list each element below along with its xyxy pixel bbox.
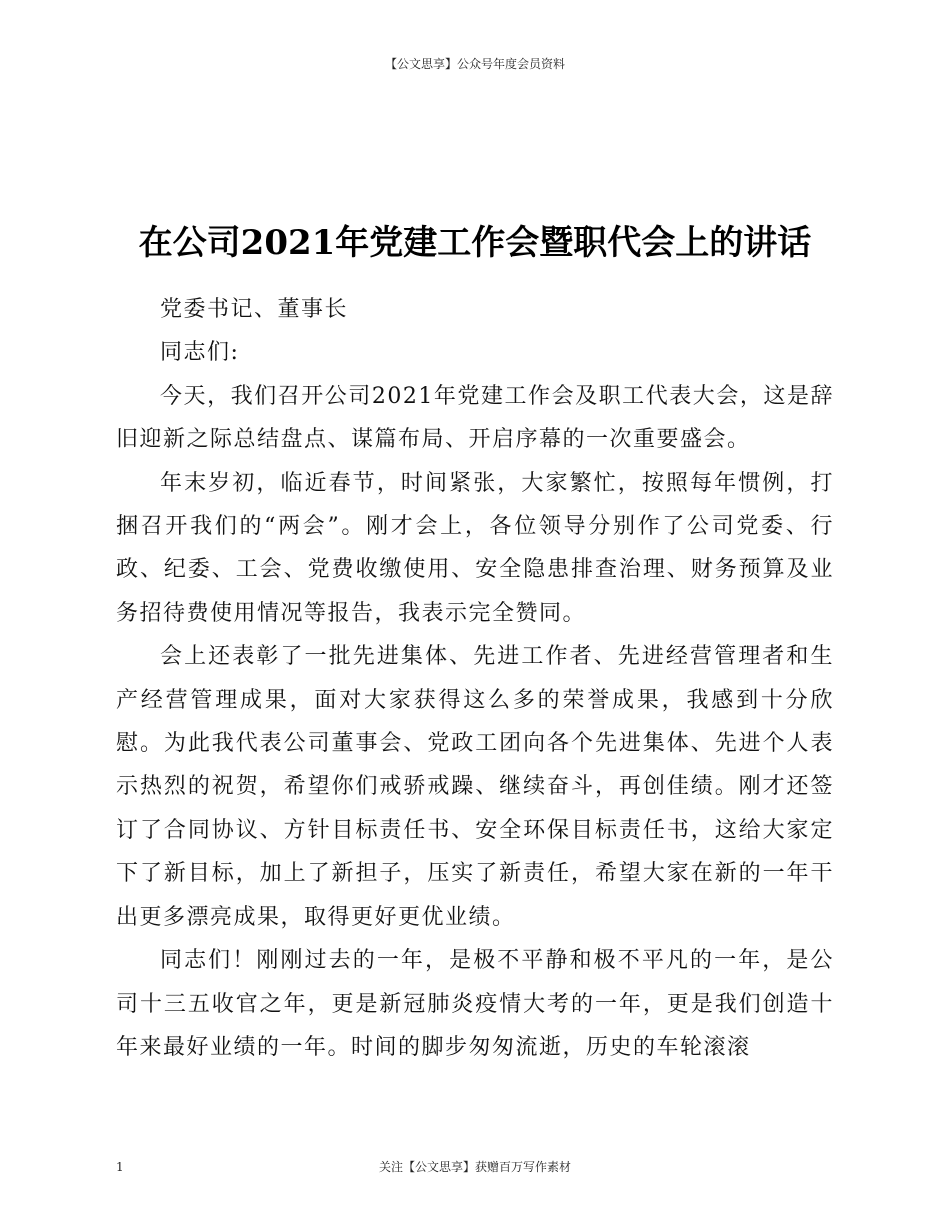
body-paragraph: 同志们！刚刚过去的一年，是极不平静和极不平凡的一年，是公司十三五收官之年，更是新冠肺炎疫情大考的一年，更是我们创造十年来最好业绩的一年。时间的脚步匆匆流逝，历史的车轮滚滚 (116, 948, 834, 1060)
body-paragraph: 会上还表彰了一批先进集体、先进工作者、先进经营管理者和生产经营管理成果，面对大家获得这么多的荣誉成果，我感到十分欣慰。为此我代表公司董事会、党政工团向各个先进集体、先进个人表示热烈的祝贺，希望你们戒骄戒躁、继续奋斗，再创佳绩。刚才还签订了合同协议、方针目标责任书、安全环保目标责任书，这给大家定下了新目标，加上了新担子，压实了新责任，希望大家在新的一年干出更多漂亮成果，取得更好更优业绩。 (116, 644, 834, 930)
salutation: 同志们: (160, 340, 240, 366)
page-number: 1 (116, 1160, 124, 1174)
document-title: 在公司2021年党建工作会暨职代会上的讲话 (138, 223, 812, 263)
body-paragraph: 今天，我们召开公司2021年党建工作会及职工代表大会，这是辞旧迎新之际总结盘点、谋篇布局、开启序幕的一次重要盛会。 (116, 383, 834, 453)
page-header: 【公文思享】公众号年度会员资料 (384, 57, 565, 71)
footer-note: 关注【公文思享】获赠百万写作素材 (378, 1160, 571, 1174)
body-paragraph: 年末岁初，临近春节，时间紧张，大家繁忙，按照每年惯例，打捆召开我们的“两会”。刚才会上，各位领导分别作了公司党委、行政、纪委、工会、党费收缴使用、安全隐患排查治理、财务预算及业务招待费使用情况等报告，我表示完全赞同。 (116, 470, 834, 626)
speaker-line: 党委书记、董事长 (160, 297, 349, 322)
document-body (116, 288, 834, 1069)
